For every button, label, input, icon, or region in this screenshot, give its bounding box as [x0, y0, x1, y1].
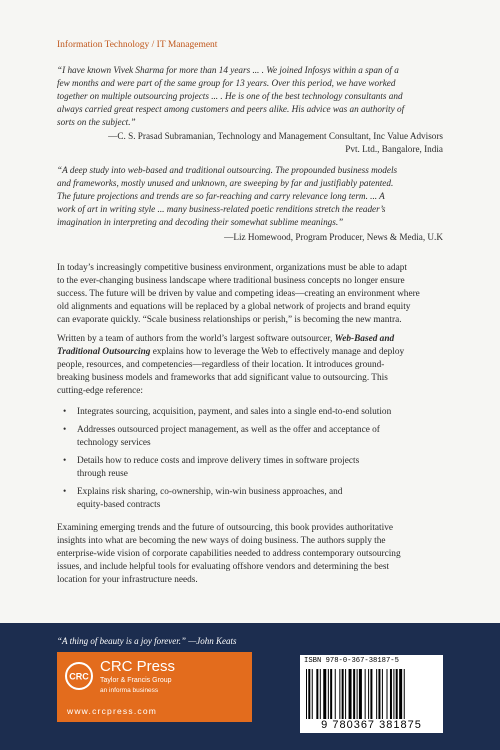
crc-logo-text: CRC	[69, 671, 89, 682]
list-item-line: through reuse	[77, 469, 128, 479]
paragraph-lead: Written by a team of authors from the world’s largest software outsourcer,	[57, 334, 333, 344]
barcode-bar	[320, 669, 321, 719]
barcode-bar	[382, 669, 383, 719]
keats-author: —John Keats	[188, 636, 237, 646]
barcode-bar	[390, 669, 392, 719]
quote-line: “I have known Vivek Sharma for more than 14 years ... . We joined Infosys within a span of a	[57, 65, 399, 75]
quote-line: and frameworks, mostly unused and unknown, are sweeping by far and justifiably patented.	[57, 178, 394, 188]
barcode-bar	[376, 669, 377, 719]
barcode-bar	[349, 669, 352, 719]
list-item-line: Details how to reduce costs and improve delivery times in software projects	[77, 456, 360, 466]
barcode-bar	[328, 669, 329, 719]
testimonial-attribution-2	[57, 231, 443, 244]
publisher-url: www.crcpress.com	[67, 706, 158, 716]
testimonial-attribution-1	[57, 130, 443, 156]
quote-line: always carried great respect among customers and peers alike. His advice was an authority of	[57, 104, 405, 114]
testimonial-quote-1	[57, 64, 443, 129]
isbn-label: ISBN 978-0-367-38187-5	[304, 657, 399, 665]
crc-logo-icon	[65, 662, 93, 690]
paragraph-line: location for your infrastructure needs.	[57, 575, 198, 585]
list-item	[57, 406, 443, 419]
paragraph-line: can evaporate quickly. “Scale business relationships or perish,” is becoming the new mantra.	[57, 315, 402, 325]
quote-line: The future projections and trends are so far-reaching and carry relevance long term. ... A	[57, 191, 385, 201]
list-item-line: technology services	[77, 438, 151, 448]
publisher-group: Taylor & Francis Group	[100, 677, 172, 684]
barcode-bar	[306, 669, 307, 719]
barcode-bar	[404, 669, 405, 719]
barcode-bar	[387, 669, 388, 719]
paragraph-line: success. The future will be driven by value and competing ideas—creating an environment where	[57, 289, 420, 299]
quote-line: work of art in writing style ... many business-related poetic renditions stretch the reader’s	[57, 204, 386, 214]
feature-list	[57, 406, 443, 517]
list-item-line: Addresses outsourced project management, as well as the offer and acceptance of	[77, 425, 380, 435]
barcode-bar	[370, 669, 372, 719]
barcode-bar	[396, 669, 398, 719]
quote-line: sorts on the subject.”	[57, 117, 136, 127]
barcode-bar	[357, 669, 358, 719]
attribution-line: —C. S. Prasad Subramanian, Technology and Management Consultant, Inc Value Advisors	[108, 131, 443, 141]
bullet-icon: •	[63, 425, 67, 435]
barcode-bar	[353, 669, 355, 719]
barcode-bar	[345, 669, 346, 719]
book-title-part-1: Web-Based and	[334, 334, 395, 344]
barcode-bar	[316, 669, 318, 719]
attribution-line: Pvt. Ltd., Bangalore, India	[345, 144, 443, 154]
paragraph-line: In today’s increasingly competitive business environment, organizations must be able to adapt	[57, 263, 407, 273]
paragraph-line: Examining emerging trends and the future of outsourcing, this book provides authoritative	[57, 523, 393, 533]
paragraph-line: to the ever-changing business landscape where traditional business concepts no longer ensure	[57, 276, 405, 286]
barcode-bar	[323, 669, 326, 719]
publisher-name: CRC Press	[100, 658, 176, 675]
description-paragraph	[57, 333, 443, 398]
quote-line: “A deep study into web-based and traditional outsourcing. The propounded business models	[57, 165, 398, 175]
barcode-bar	[368, 669, 369, 719]
barcode-bar	[393, 669, 394, 719]
isbn-digits: 9 780367 381875	[321, 719, 422, 731]
paragraph-line: cutting-edge reference:	[57, 386, 143, 396]
barcode-bar	[378, 669, 380, 719]
quote-line: imagination in interpreting and decoding their somewhat sublime meanings.”	[57, 217, 344, 227]
testimonial-quote-2	[57, 164, 443, 229]
barcode-bar	[399, 669, 402, 719]
barcode-bar	[365, 669, 366, 719]
paragraph-line: insights into what are becoming the new ways of doing business. The authors supply the	[57, 536, 386, 546]
list-item	[57, 455, 443, 481]
barcode-bar	[359, 669, 362, 719]
barcode-bar	[342, 669, 344, 719]
barcode-bar	[312, 669, 313, 719]
attribution-line: —Liz Homewood, Program Producer, News & Media, U.K	[224, 232, 443, 242]
category-label: Information Technology / IT Management	[57, 40, 218, 50]
list-item	[57, 486, 443, 512]
bullet-icon: •	[63, 487, 67, 497]
list-item-line: equity-based contracts	[77, 500, 161, 510]
closing-paragraph	[57, 522, 443, 587]
publisher-business: an informa business	[100, 687, 159, 694]
isbn-barcode	[300, 655, 443, 733]
paragraph-line	[57, 346, 443, 359]
paragraph-line: issues, and include helpful tools for evaluating offshore vendors and determining the best	[57, 562, 390, 572]
paragraph-line: breaking business models and frameworks that add significant value to outsourcing. This	[57, 373, 388, 383]
paragraph-line: people, resources, and competencies—regardless of their location. It introduces ground-	[57, 360, 385, 370]
list-item-line: Integrates sourcing, acquisition, payment, and sales into a single end-to-end solution	[77, 407, 392, 417]
quote-line: together on multiple outsourcing projects ... . He is one of the best technology consultants and	[57, 91, 403, 101]
book-title-part-2: Traditional Outsourcing	[57, 347, 151, 357]
intro-paragraph	[57, 262, 443, 327]
paragraph-line	[57, 333, 443, 346]
keats-quote-text: “A thing of beauty is a joy forever.”	[57, 636, 186, 646]
bullet-icon: •	[63, 407, 67, 417]
list-item	[57, 424, 443, 450]
barcode-bar	[339, 669, 340, 719]
keats-quote	[57, 636, 237, 646]
barcode-bar	[335, 669, 336, 719]
publisher-logo-block	[57, 652, 252, 722]
list-item-line: Explains risk sharing, co-ownership, win-win business approaches, and	[77, 487, 343, 497]
paragraph-continuation: explains how to leverage the Web to effectively manage and deploy	[150, 347, 405, 357]
barcode-bar	[330, 669, 332, 719]
paragraph-line: enterprise-wide vision of corporate capabilities needed to address contemporary outsourcing	[57, 549, 401, 559]
bullet-icon: •	[63, 456, 67, 466]
quote-line: few months and were part of the same group for 13 years. Over this period, we have worked	[57, 78, 396, 88]
barcode-icon	[306, 669, 437, 719]
barcode-bar	[308, 669, 310, 719]
paragraph-line: old alignments and equations will be replaced by a global network of projects and brand equity	[57, 302, 411, 312]
